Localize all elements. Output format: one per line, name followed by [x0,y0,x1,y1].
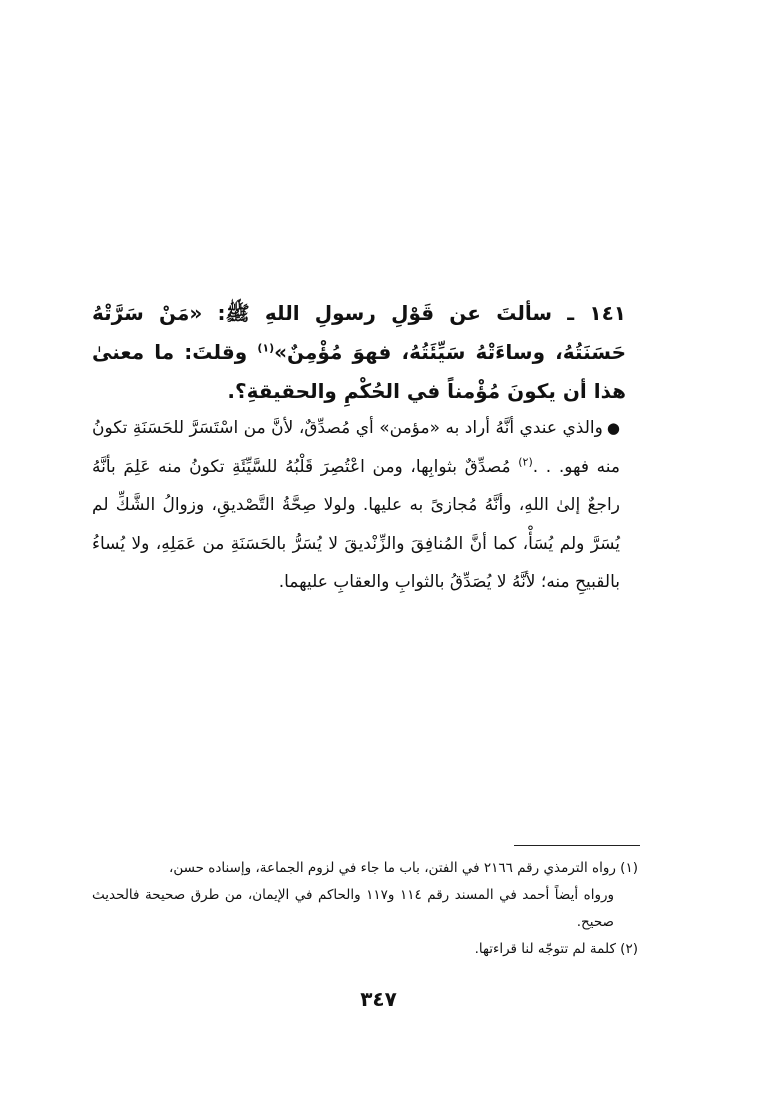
footnotes [92,855,638,963]
bullet-icon: ● [606,419,621,437]
footnote-1-line2: ورواه أيضاً أحمد في المسند رقم ١١٤ و١١٧ والحاكم في الإيمان، من طرق صحيحة فالحديث صحيح. [92,887,614,930]
question-text-after: وقلتَ: ما معنىٰ هذا أن يكونَ مُؤْمناً في الحُكْمِ والحقيقةِ؟. [92,340,626,403]
answer-text-before: والذي عندي أنَّهُ أراد به «مؤمن» أي مُصدِّقٌ، لأنَّ من اسْتَسَرَّ للحَسَنَةِ تكونُ منه فهو. . . [92,418,620,477]
footnote-1-marker: (١) [620,860,638,876]
answer-paragraph [92,409,620,602]
question-paragraph [92,294,626,411]
footnote-2-line1: كلمة لم تتوجّه لنا قراءتها. [474,941,616,957]
footnote-2-marker: (٢) [620,941,638,957]
footnote-ref-2: (٢) [518,454,533,468]
footnote-ref-1: (١) [257,341,275,355]
answer-text-after: مُصدِّقٌ بثوابِها، ومن اعْتُصِرَ قَلْبُهُ للسَّيِّئَةِ تكونُ منه عَلِمَ بأنَّهُ راجعٌ إلىٰ اللهِ، وأنَّهُ مُجازىً به عليها. ولولا صِحَّةُ التَّصْديقِ، وزوالُ الشَّكِّ لم يُسَرَّ ولم يُسَأْ، كما أنَّ المُنافِقَ والزِّنْديقَ لا يُسَرُّ بالحَسَنَةِ من عَمَلِهِ، ولا يُساءُ بالقبيحِ منه؛ لأنَّهُ لا يُصَدِّقُ بالثوابِ والعقابِ عليهما. [92,456,620,592]
footnote-1 [92,855,638,882]
footnote-1-continuation [92,882,638,936]
question-number: ١٤١ [589,301,626,325]
footnote-divider [514,845,640,846]
page-number: ٣٤٧ [360,987,397,1011]
footnote-2 [92,936,638,963]
question-text: ـ سألتَ عن قَوْلِ رسولِ اللهِ ﷺ: «مَنْ سَرَّتْهُ حَسَنَتُهُ، وساءَتْهُ سَيِّئَتُهُ، فهوَ مُؤْمِنٌ» [92,301,627,364]
footnote-1-line1: رواه الترمذي رقم ٢١٦٦ في الفتن، باب ما جاء في لزوم الجماعة، وإسناده حسن، [168,860,616,876]
